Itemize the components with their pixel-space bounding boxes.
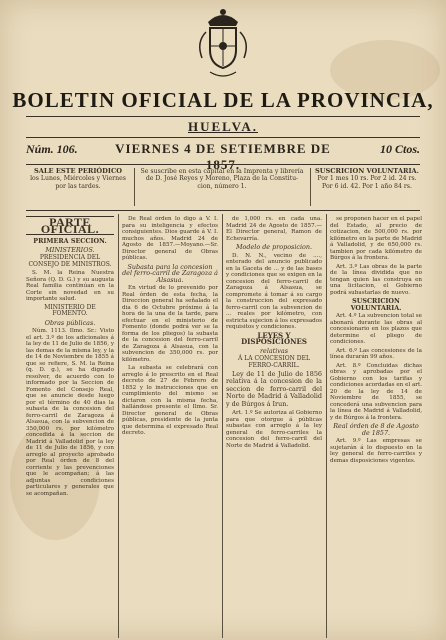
article-paragraph: D. N. N., vecino de ...., enterado del anuncio publicado en la Gaceta de ... y de las bases y condiciones que se exigen en la concesion del ferro-carril de Zaragoza á Alsasua, se compromete á tomar á su cargo la construccion del expresado ferro-carril con la subvencion de ... reales por kilómetro, con estricta sujecion á los expresados requisitos y condiciones. [226,252,322,330]
subscription-heading: SUSCRICION VOLUNTARIA. [350,297,402,312]
article-paragraph: La subasta se celebrará con arreglo á lo prescrito en el Real decreto de 27 de Febrero de 1852 y lo instrucciones que en cumplimiento del mismo se dictaron con la misma fecha, hallándose presente el Ilmo. Sr. Director general de Obras públicas, presidente de la junta que determina el expresado Real decreto. [122,365,218,436]
article-paragraph: Art. 3.º Las obras de la parte de la línea dividida que no tengan quien las construya en una licitacion, el Gobierno podrá subastarlas de nuevo. [330,263,422,296]
law-title: Ley de 11 de Julio de 1856 relativa á la concesion de la seccion de ferro-carril del Norte de Madrid á Valladolid y de Búrgos á Irun. [226,370,322,408]
article-paragraph: Art. 6.º Las concesiones de la línea durarán 99 años. [330,347,422,360]
column-divider [222,214,223,638]
province-name: HUELVA. [188,119,258,134]
subsection-heading: Obras públicas. [44,318,96,327]
column-3 [226,216,322,636]
presidency-heading: PRESIDENCIA DEL CONSEJO DE MINISTROS. [28,254,112,268]
prices-heading: SUSCRICION VOLUNTARIA. [315,167,419,175]
location-line-2: de D. José Reyes y Moreno, Plaza de la Constitu- [145,175,299,183]
issue-date: VIERNES 4 DE SETIEMBRE DE 1857. [115,141,331,172]
location-line-3: cion, número 1. [197,182,247,190]
ministry-heading: MINISTERIO DE FOMENTO. [44,303,96,317]
section-subtitle: PRIMERA SECCION. [33,237,107,245]
divider [134,168,135,206]
newspaper-title: BOLETIN OFICIAL DE LA PROVINCIA, [12,88,434,112]
article-paragraph: Art. 9.º Las empresas se sujetarán á lo dispuesto en la ley general de ferro-carriles y demas disposiciones vigentes. [330,438,422,464]
divider [26,164,420,165]
location-line-1: Se suscribe en esta capital en la Imprenta y librería [140,168,304,175]
section-title: PARTE OFICIAL. [26,216,114,235]
prices-line-2: Por 6 id. 42. Por 1 año 84 rs. [322,182,412,190]
ministries-heading: MINISTERIOS. [45,245,95,254]
divider [26,210,420,211]
subscription-location [138,168,306,208]
column-2 [122,216,218,636]
article-paragraph: Art. 8.º Concluidas dichas obras y aprobadas por el Gobierno con los tarifas y condiciones acordadas en el art. 20 de la ley de 14 de Noviembre de 1855, se concederá una subvencion para la línea de Madrid á Valladolid, y de Búrgos á la frontera. [330,362,422,421]
article-paragraph: S. M. la Reina Nuestra Señora (Q. D. G.) y su augusta Real familia continúan en la Corte sin novedad en su importante salud. [26,270,114,302]
model-heading: Modelo de proposicion. [236,243,312,251]
article-paragraph: Art. 4.º La subvencion total se abonará durante las obras al concesionario en los plazos que determine el pliego de condiciones. [330,313,422,345]
issue-number: Núm. 106. [26,142,78,156]
article-paragraph: de 1,000 rs. en cada una. Madrid 24 de Agosto de 1857.—El Director general, Ramon de Echevarría. [226,216,322,242]
schedule-time: por las tardes. [55,182,101,190]
royal-order-heading: Real órden de 8 de Agosto de 1857. [333,422,419,437]
subscription-prices [314,168,420,208]
royal-crest-icon [186,2,260,84]
concession-heading: Á LA CONCESION DEL FERRO-CARRIL. [238,355,310,369]
laws-subheading: relativas [259,346,288,355]
prices-line-1: Por 1 mes 10 rs. Por 2 id. 24 rs. [317,175,417,183]
article-paragraph: Núm. 1113. Ilmo. Sr.: Visto el art. 3.º de los adicionales á la ley de 11 de Julio de 1856, y las demas de la misma ley, y la de 14 de Noviembre de 1855 á que se refiere, S. M. la Reina (q. D. g.), se ha dignado resolver, de acuerdo con lo informado por la Seccion de Fomento del Consejo Real, que se anuncie desde luego por el término de 40 dias la subasta de la concesion del ferro-carril de Zaragoza á Alsasua, con la subvencion de 350,000 rs. por kilómetro concedida á la seccion de Madrid á Valladolid por la ley de 11 de Julio de 1856, y con arreglo al proyecto aprobado por Real órden de 8 del corriente y las prevenciones que le acompañan; á las adjuntas condiciones particulares y generales que se acompañan. [26,328,114,497]
article-heading: Subasta para la concesion del ferro-carril de Zaragoza á Alsasua. [122,262,218,284]
column-1 [26,216,114,636]
article-paragraph: se proponen hacer en el papel del Estado, al precio de cotizacion, de 500,000 rs. por kilómetro en la parte de Madrid á Valladolid, y de 650,000 rs. tambien por cada kilómetro de Búrgos á la frontera. [330,216,422,261]
schedule-heading: SALE ESTE PERIÓDICO [34,167,122,175]
article-paragraph: En virtud de lo prevenido por Real órden de esta fecha, la Direccion general ha señalado el dia 6 de Octubre próximo á la hora de la una de la tarde, para efectuar en el ministerio de Fomento (donde podrá ver se la forma de los pliegos) la subasta de la concesion del ferro-carril de Zaragoza á Alsasua, con la subvencion de 350,000 rs. por kilómetro. [122,285,218,363]
publication-schedule [26,168,130,208]
column-4 [330,216,422,636]
issue-price: 10 Ctos. [379,142,420,156]
divider [310,168,311,206]
article-paragraph: Art. 1.º Se autoriza al Gobierno para que otorgue á públicas subastas con arreglo á la ley general de ferro-carriles la concesion del ferro-carril del Norte de Madrid á Valladolid. [226,410,322,449]
column-divider [326,214,327,638]
schedule-days: los Lunes, Miércoles y Viernes [30,175,126,183]
article-paragraph: De Real órden lo digo á V. I. para su inteligencia y efectos consiguientes. Dios guarde á V. I. muchos años. Madrid 24 de Agosto de 1857.—Moyano.—Sr. Director general de Obras públicas. [122,216,218,261]
column-divider [118,214,119,638]
divider [26,116,420,117]
laws-heading: LEYES Y DISPOSICIONES [241,330,307,346]
